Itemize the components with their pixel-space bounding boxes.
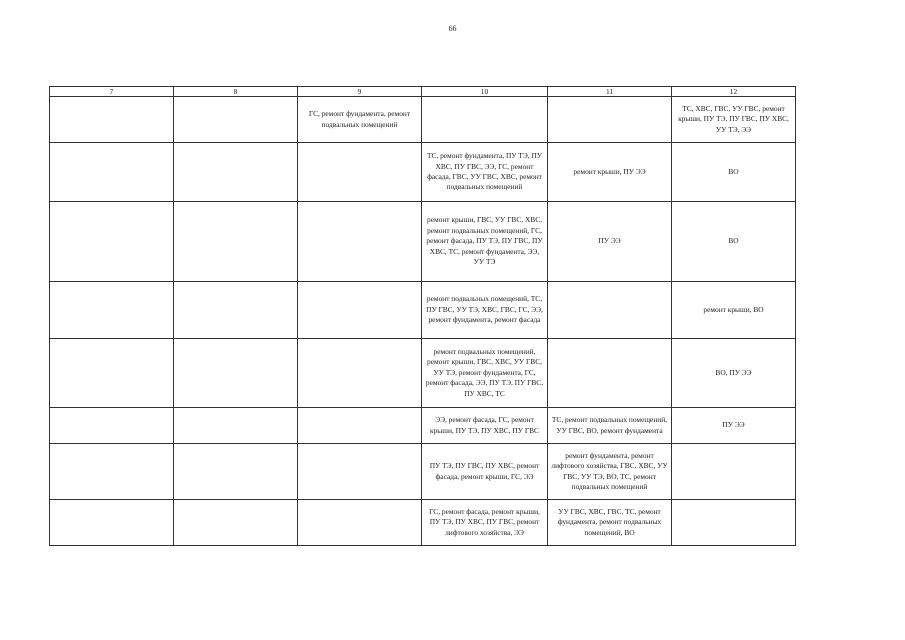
table-cell: ремонт крыши, ВО (672, 282, 796, 339)
table-cell (50, 444, 174, 500)
table-cell: ТС, ХВС, ГВС, УУ ГВС, ремонт крыши, ПУ ТЭ, ПУ ГВС, ПУ ХВС, УУ ТЭ, ЭЭ (672, 97, 796, 143)
table-row (50, 444, 796, 500)
column-header: 8 (174, 87, 298, 97)
column-header: 9 (298, 87, 422, 97)
table-cell (548, 282, 672, 339)
column-header: 11 (548, 87, 672, 97)
table-cell (672, 444, 796, 500)
table-cell: ВО, ПУ ЭЭ (672, 339, 796, 408)
table-cell: ремонт крыши, ГВС, УУ ГВС, ХВС, ремонт подвальных помещений, ГС, ремонт фасада, ПУ ТЭ, ПУ ГВС, ПУ ХВС, ТС, ремонт фундамента, ЭЭ, УУ ТЭ (422, 202, 548, 282)
header-row (50, 87, 796, 97)
table-row (50, 97, 796, 143)
table-cell (174, 408, 298, 444)
table-cell: УУ ГВС, ХВС, ГВС, ТС, ремонт фундамента, ремонт подвальных помещений, ВО (548, 500, 672, 546)
table-cell (50, 339, 174, 408)
table-cell (298, 143, 422, 202)
column-header: 7 (50, 87, 174, 97)
table-cell (298, 282, 422, 339)
table-cell (50, 408, 174, 444)
table-cell (50, 202, 174, 282)
table-cell (298, 500, 422, 546)
table-cell (174, 97, 298, 143)
table-cell: ремонт крыши, ПУ ЭЭ (548, 143, 672, 202)
table-row (50, 282, 796, 339)
table-cell (548, 339, 672, 408)
table-cell: ремонт фундамента, ремонт лифтового хозяйства, ГВС, ХВС, УУ ГВС, УУ ТЭ, ВО, ТС, ремонт подвальных помещений (548, 444, 672, 500)
work-types-table (49, 86, 796, 546)
table-cell: ВО (672, 143, 796, 202)
table-cell: ПУ ТЭ, ПУ ГВС, ПУ ХВС, ремонт фасада, ремонт крыши, ГС, ЭЭ (422, 444, 548, 500)
table-row (50, 339, 796, 408)
table-cell: ВО (672, 202, 796, 282)
table-cell (50, 143, 174, 202)
table-cell (50, 282, 174, 339)
table-cell (50, 97, 174, 143)
table-cell (422, 97, 548, 143)
table-cell: ПУ ЭЭ (672, 408, 796, 444)
table-cell (174, 444, 298, 500)
table-cell (174, 143, 298, 202)
table-row (50, 143, 796, 202)
table-cell: ГС, ремонт фасада, ремонт крыши, ПУ ТЭ, ПУ ХВС, ПУ ГВС, ремонт лифтового хозяйства, ЭЭ (422, 500, 548, 546)
table-cell: ремонт подвальных помещений, ТС, ПУ ГВС, УУ ТЭ, ХВС, ГВС, ГС, ЭЭ, ремонт фундамента, ремонт фасада (422, 282, 548, 339)
table-cell: ЭЭ, ремонт фасада, ГС, ремонт крыши, ПУ ТЭ, ПУ ХВС, ПУ ГВС (422, 408, 548, 444)
table-cell: ГС, ремонт фундамента, ремонт подвальных помещений (298, 97, 422, 143)
table-cell (174, 282, 298, 339)
table-cell (298, 444, 422, 500)
table-row (50, 408, 796, 444)
column-header: 12 (672, 87, 796, 97)
table-cell (174, 202, 298, 282)
table-cell (298, 339, 422, 408)
table-cell: ПУ ЭЭ (548, 202, 672, 282)
table-cell (174, 339, 298, 408)
table-cell: ТС, ремонт фундамента, ПУ ТЭ, ПУ ХВС, ПУ ГВС, ЭЭ, ГС, ремонт фасада, ГВС, УУ ГВС, ХВС, ремонт подвальных помещений (422, 143, 548, 202)
table-cell (50, 500, 174, 546)
table-cell (672, 500, 796, 546)
table-cell (298, 408, 422, 444)
table-cell: ремонт подвальных помещений, ремонт крыши, ГВС, ХВС, УУ ГВС, УУ ТЭ, ремонт фундамента, ГС, ремонт фасада, ЭЭ, ПУ ТЭ, ПУ ГВС, ПУ ХВС, ТС (422, 339, 548, 408)
page-number: 66 (448, 24, 457, 33)
table-row (50, 202, 796, 282)
table-row (50, 500, 796, 546)
table-cell (174, 500, 298, 546)
column-header: 10 (422, 87, 548, 97)
table-cell: ТС, ремонт подвальных помещений, УУ ГВС, ВО, ремонт фундамента (548, 408, 672, 444)
table-cell (548, 97, 672, 143)
table-cell (298, 202, 422, 282)
